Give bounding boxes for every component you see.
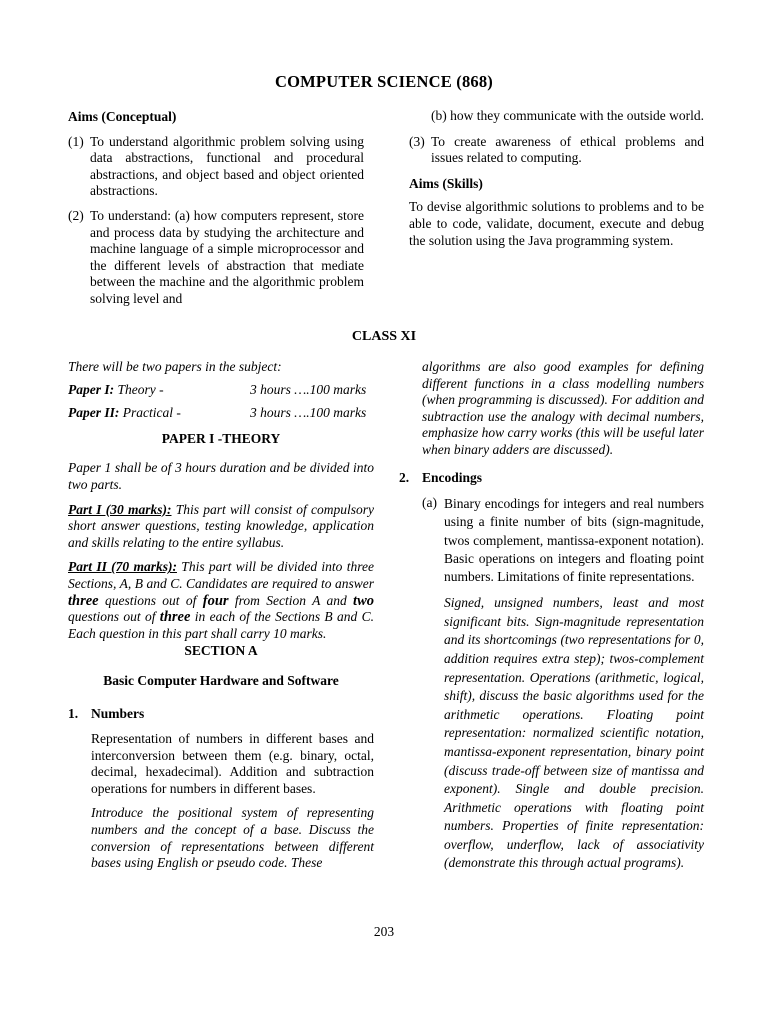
theory-heading: PAPER I -THEORY [161,430,281,446]
aims-item-3-text: To create awareness of ethical problems and issues related to computing. [431,133,704,166]
aims-item-1-text: To understand algorithmic problem solving using data abstractions, functional and procedural abstractions, and object based and object oriented abstractions. [90,133,364,199]
page-number: 203 [373,924,395,939]
section-a-heading: SECTION A [184,643,258,659]
duration-text: Paper 1 shall be of 3 hours duration and be divided into two parts. [68,460,374,492]
topic-2-number: 2. [399,469,410,485]
encodings-item-a [422,495,704,586]
left-column [68,359,374,872]
aims-item-2-text: To understand: (a) how computers represent, store and process data by studying the architecture and machine language of a simple microprocessor and the different levels of abstraction that mediate between the machine and the algorithmic problem solving level and [90,207,364,306]
encodings-item-a-note: Signed, unsigned numbers, least and most significant bits. Sign-magnitude representation and its shortcomings (two representations for 0, addition requires extra step); twos-complement representation. Operations (arithmetic, logical, shift), discuss the basic algorithms used for the arithmetic operations. Floating point representation: normalized scientific notation, mantissa-exponent representation, binary point (discuss trade-off between size of mantissa and exponent). Single and double precision. Arithmetic operations with floating point numbers. Properties of finite representation: overflow, underflow, lack of associativity (demonstrate this through actual programs). [444,595,704,871]
paper-2-time: 3 hours ….100 marks [250,405,367,421]
topic-2-heading [399,470,704,487]
part-1-label: Part I (30 marks): [68,501,172,517]
papers-intro: There will be two papers in the subject: [68,359,282,374]
topic-2-title: Encodings [422,469,483,485]
topic-1-note-continued: algorithms are also good examples for defining different functions in a class modelling numbers (when programming is discussed). For addition and subtraction use the analogy with decimal numbers, emphasize how carry works (this will be useful later when binary adders are discussed). [422,359,704,457]
paper-2-label: Paper II: [68,405,120,421]
aims-conceptual-heading: Aims (Conceptual) [68,109,177,124]
part-2-text: Part II (70 marks): This part will be divided into three Sections, A, B and C. Candidates are required to answer three questions out of four from Section A and two questions out of three in each of the Sections B and C. Each question in this part shall carry 10 marks. [68,559,374,641]
aims-item-2b-text: (b) how they communicate with the outside world. [431,108,704,123]
section-a-subheading: Basic Computer Hardware and Software [103,672,339,688]
paper-2-row [68,405,374,422]
encodings-item-a-number: (a) [422,495,437,511]
part-2-label: Part II (70 marks): [68,559,177,575]
aims-item-3-number: (3) [409,133,425,149]
topic-1-title: Numbers [91,705,145,721]
topic-1-note: Introduce the positional system of representing numbers and the concept of a base. Discuss the conversion of representations between different bases using English or pseudo code. These [91,805,374,871]
aims-skills-heading: Aims (Skills) [409,175,483,191]
paper-1-label: Paper I: [68,381,115,397]
aims-item-1 [68,134,364,200]
aims-item-3 [409,134,704,167]
aims-skills-text: To devise algorithmic solutions to problems and to be able to code, validate, document, execute and debug the solution using the Java programming system. [409,199,704,248]
topic-1-number: 1. [68,705,79,721]
page-title: COMPUTER SCIENCE (868) [275,72,493,91]
paper-1-kind: Theory - [114,381,164,397]
aims-item-2b [409,108,704,125]
aims-conceptual-block [68,109,364,308]
topic-1-heading [68,706,374,723]
paper-2-kind: Practical - [119,405,181,421]
paper-1-time: 3 hours ….100 marks [250,381,367,397]
encodings-item-a-text: Binary encodings for integers and real numbers using a finite number of bits (sign-magnitude, twos complement, mantissa-exponent notation). Basic operations on integers and floating point numbers. Limitations of finite representations. [444,496,704,584]
aims-item-2 [68,208,364,308]
part-1-text: Part I (30 marks): This part will consist of compulsory short answer questions, testing knowledge, application and skills relating to the entire syllabus. [68,501,374,550]
paper-1-row [68,382,374,399]
aims-item-2-number: (2) [68,207,84,223]
aims-right-block [409,108,704,249]
class-heading: CLASS XI [351,329,417,344]
right-column [399,359,704,873]
aims-item-1-number: (1) [68,133,84,149]
topic-1-text: Representation of numbers in different bases and interconversion between them (e.g. binary, octal, decimal, hexadecimal). Addition and subtraction operations for numbers in different bases. [91,731,374,796]
